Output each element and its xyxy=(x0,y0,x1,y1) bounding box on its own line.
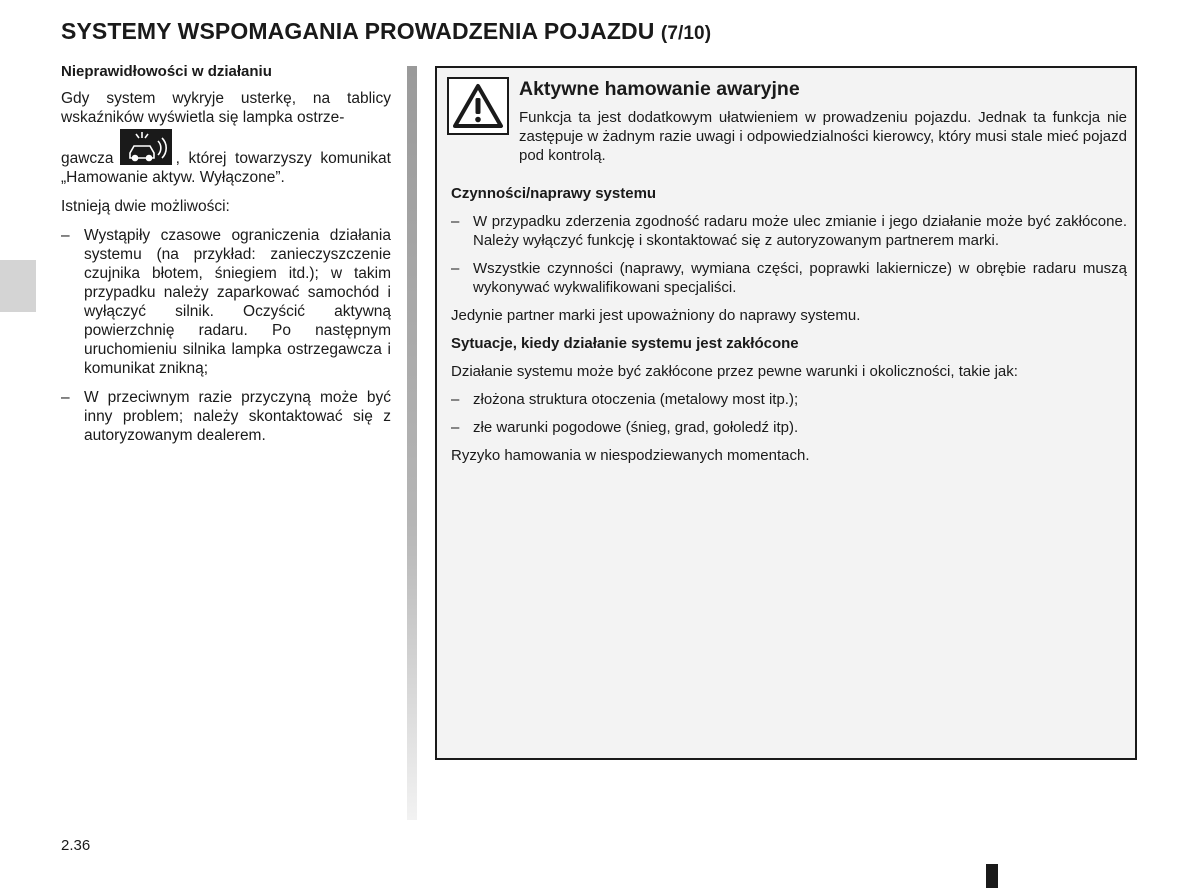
disturbance-intro: Działanie systemu może być zakłócone przez pewne warunki i okoliczności, takie jak: xyxy=(451,363,1018,380)
warning-title: Aktywne hamowanie awaryjne xyxy=(519,78,800,100)
repairs-list xyxy=(451,212,1127,297)
malfunction-paragraph xyxy=(61,89,391,187)
left-column xyxy=(61,62,391,455)
disturbance-heading: Sytuacje, kiedy działanie systemu jest zakłócone xyxy=(451,335,799,352)
possibilities-list xyxy=(61,226,391,445)
warning-intro: Funkcja ta jest dodatkowym ułatwieniem w prowadzeniu pojazdu. Jednak ta funkcja nie zastępuje w żadnym razie uwagi i odpowiedzialności kierowcy, który musi stale mieć pojazd pod kontrolą. xyxy=(519,109,1127,164)
warning-triangle-icon xyxy=(447,77,509,135)
malfunction-text-start: Gdy system wykryje usterkę, na tablicy wskaźników wyświetla się lampka ostrze- xyxy=(61,90,391,126)
list-item: – złe warunki pogodowe (śnieg, grad, gołoledź itp). xyxy=(451,418,1127,437)
possibilities-intro: Istnieją dwie możliwości: xyxy=(61,198,230,215)
warning-body xyxy=(451,184,1127,474)
column-divider xyxy=(407,66,417,820)
chapter-tab xyxy=(0,260,36,312)
list-item: – Wszystkie czynności (naprawy, wymiana części, poprawki lakiernicze) w obrębie radaru muszą wykonywać wykwalifikowani specjaliści. xyxy=(451,259,1127,297)
list-item: – złożona struktura otoczenia (metalowy most itp.); xyxy=(451,390,1127,409)
malfunction-heading: Nieprawidłowości w działaniu xyxy=(61,63,272,80)
repairs-note: Jedynie partner marki jest upoważniony do naprawy systemu. xyxy=(451,307,861,324)
list-item: – W przypadku zderzenia zgodność radaru może ulec zmianie i jego działanie może być zakłócone. Należy wyłączyć funkcję i skontaktować się z autoryzowanym partnerem marki. xyxy=(451,212,1127,250)
page-title-text: SYSTEMY WSPOMAGANIA PROWADZENIA POJAZDU xyxy=(61,18,655,44)
page-number: 2.36 xyxy=(61,837,91,854)
page-fraction: (7/10) xyxy=(660,23,712,44)
malfunction-text-end: , której towarzyszy komunikat „Hamowanie aktyw. Wyłączone”. xyxy=(61,150,391,186)
page-title xyxy=(61,18,711,45)
disturbance-list xyxy=(451,390,1127,437)
list-item: – W przeciwnym razie przyczyną może być inny problem; należy skontaktować się z autoryzowanym dealerem. xyxy=(61,388,391,445)
repairs-heading: Czynności/naprawy systemu xyxy=(451,185,657,202)
collision-warning-lamp-icon xyxy=(120,129,172,165)
malfunction-text-word: gawcza xyxy=(61,150,114,167)
corner-mark xyxy=(986,864,998,888)
list-item: – Wystąpiły czasowe ograniczenia działania systemu (na przykład: zanieczyszczenie czujnika błotem, śniegiem itd.); w takim przypadku należy zaparkować samochód i wyłączyć silnik. Oczyścić aktywną powierzchnię radaru. Po następnym uruchomieniu silnika lampka ostrzegawcza i komunikat znikną; xyxy=(61,226,391,378)
warning-box xyxy=(435,66,1137,760)
disturbance-note: Ryzyko hamowania w niespodziewanych momentach. xyxy=(451,447,810,464)
